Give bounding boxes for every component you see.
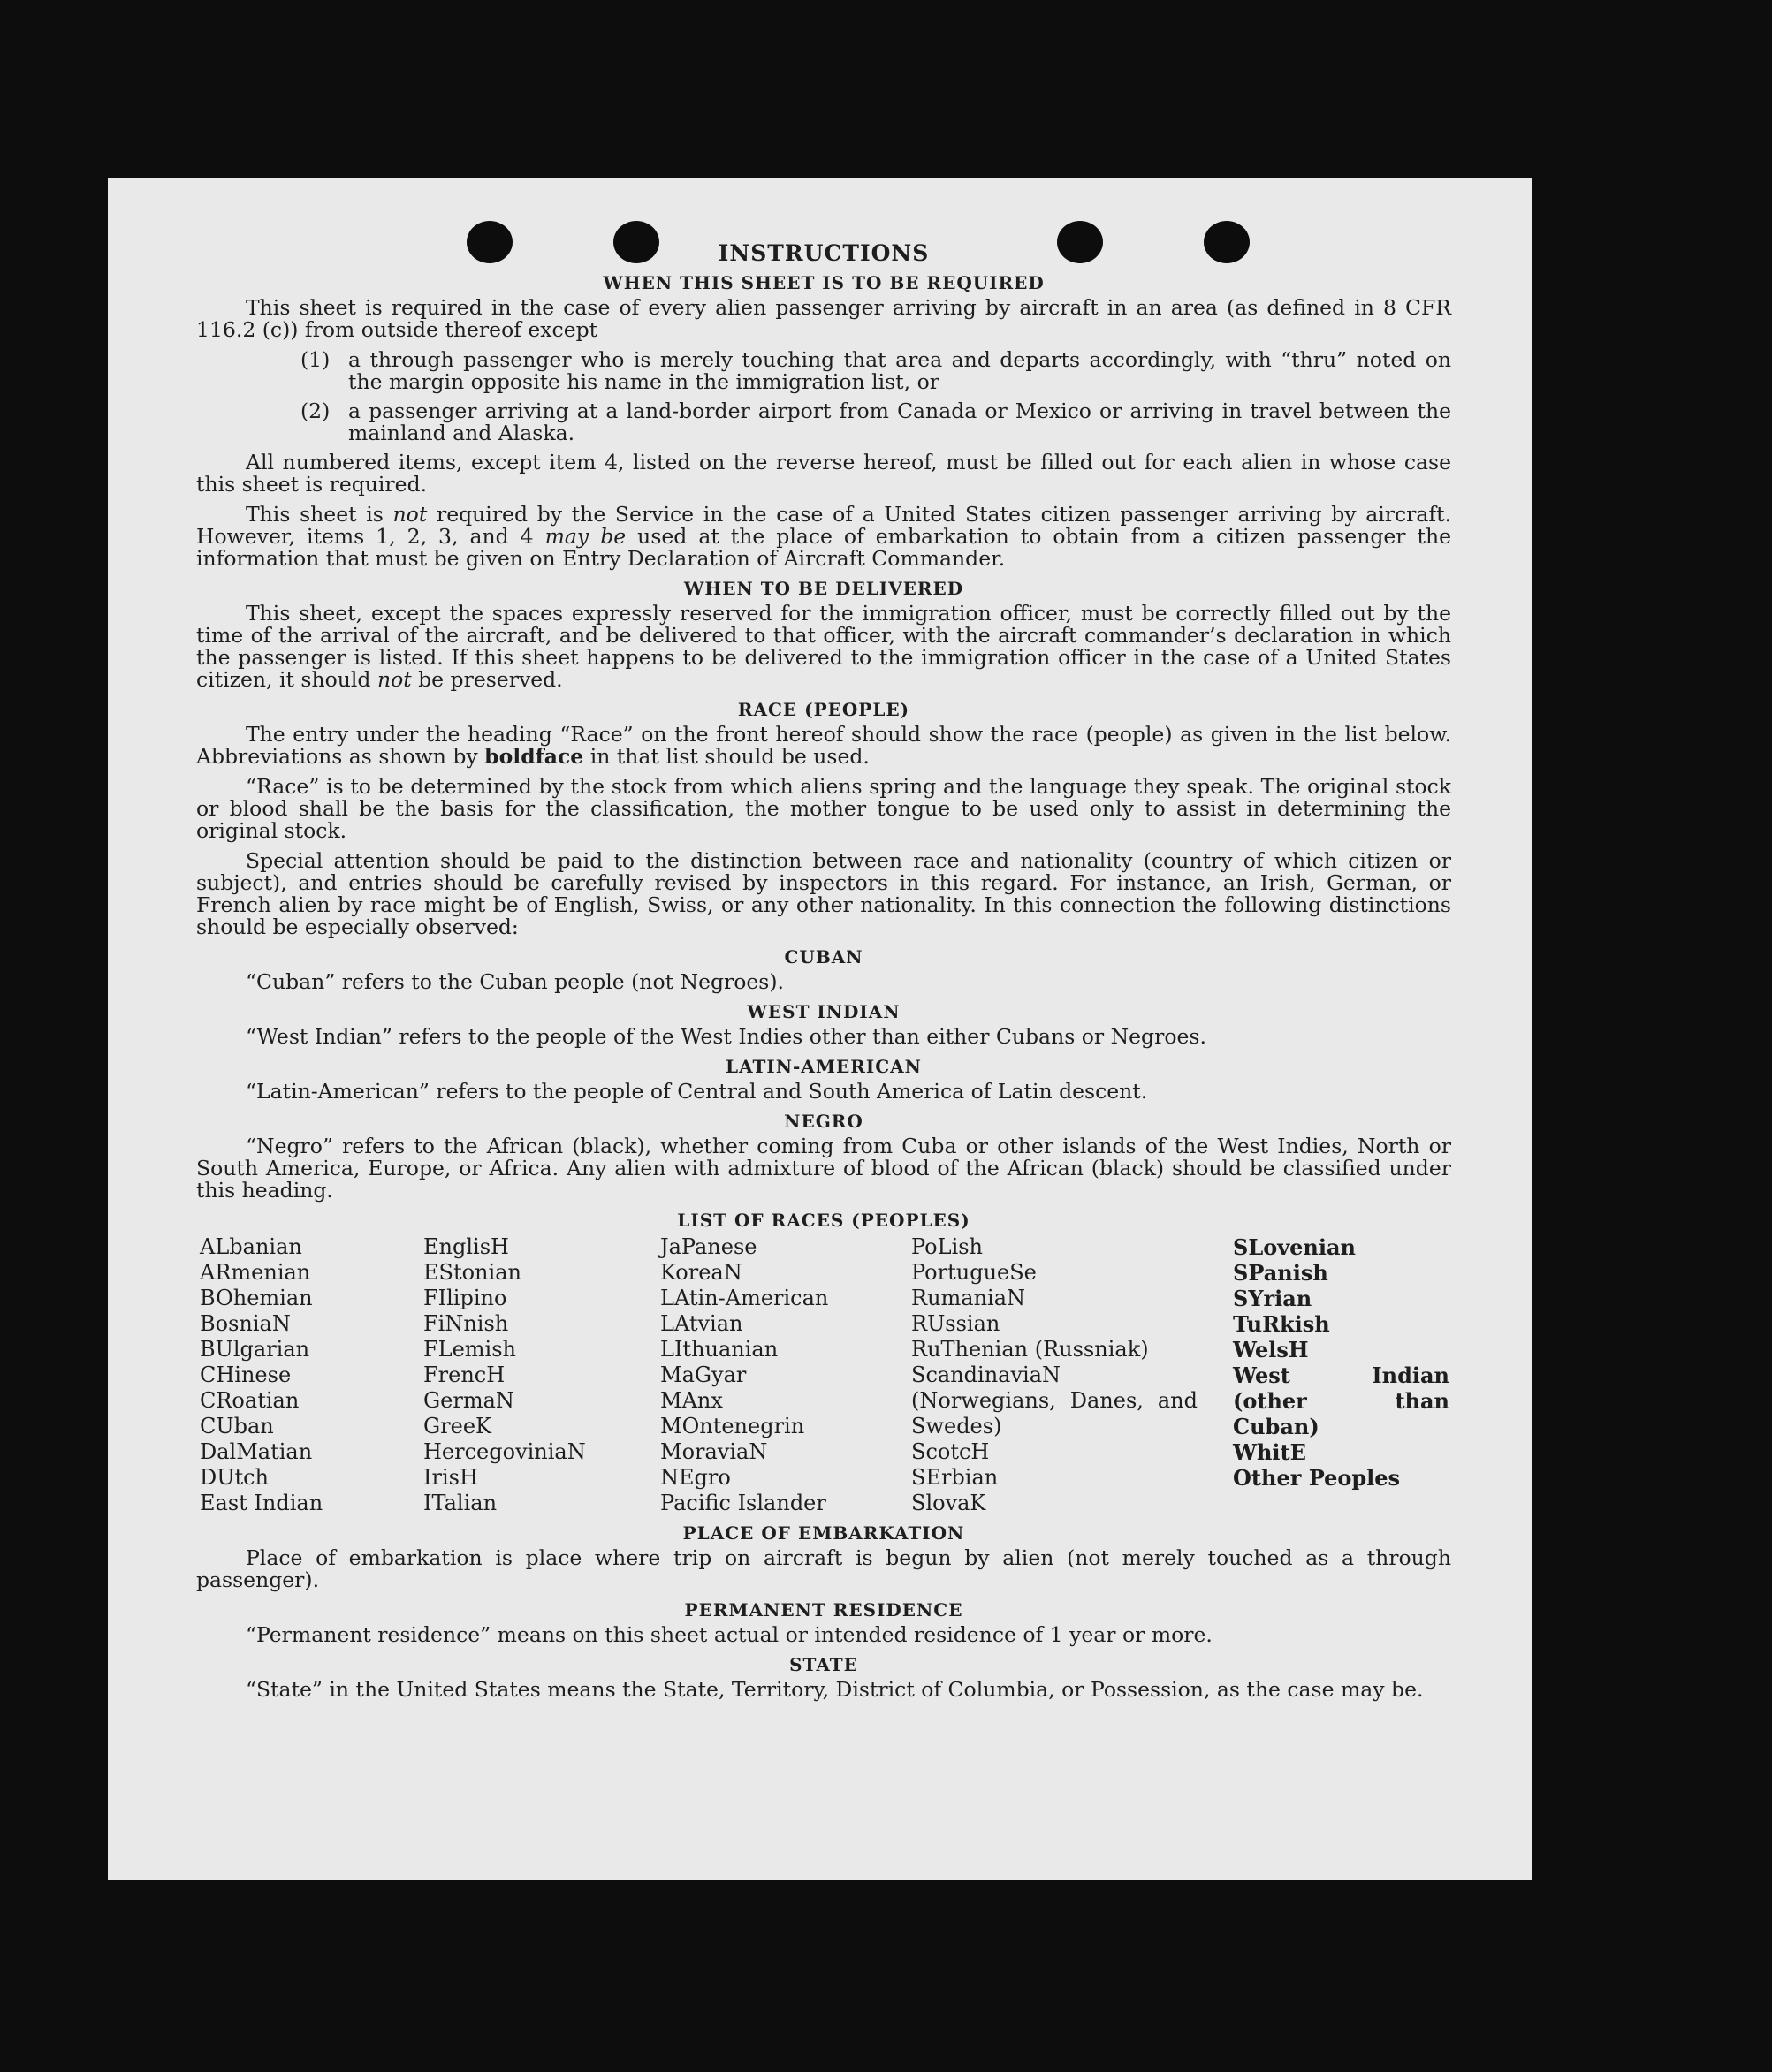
paragraph: “West Indian” refers to the people of the West Indies other than either Cubans or Negroes. [246, 1024, 1206, 1049]
race-item: PortugueSe [911, 1260, 1037, 1285]
race-item: WelsH [1233, 1337, 1309, 1362]
section-heading: LATIN-AMERICAN [726, 1056, 922, 1077]
page-title: INSTRUCTIONS [718, 240, 930, 266]
race-item: FiNnish [423, 1311, 509, 1336]
race-item: CRoatian [200, 1388, 300, 1413]
paragraph: The entry under the heading “Race” on the front hereof should show the race (people) as given in the list below. Abbreviations as shown by boldface in that list should be used. [196, 722, 1451, 769]
race-item: CHinese [200, 1362, 292, 1387]
race-item: EStonian [423, 1260, 521, 1285]
paragraph: “Permanent residence” means on this sheet actual or intended residence of 1 year or more. [246, 1622, 1213, 1647]
race-item: PoLish [911, 1234, 984, 1259]
race-item: West Indian (other than Cuban) [1233, 1362, 1449, 1439]
race-column [1233, 1234, 1449, 1516]
race-item: Pacific Islander [660, 1491, 826, 1515]
race-item: RumaniaN [911, 1286, 1026, 1310]
race-item: JaPanese [660, 1234, 757, 1259]
race-item: FLemish [423, 1337, 516, 1362]
race-item: SYrian [1233, 1286, 1312, 1311]
race-column [423, 1234, 660, 1516]
punch-hole [1204, 221, 1250, 263]
paragraph: All numbered items, except item 4, listed on the reverse hereof, must be filled out for each alien in whose case this sheet is required. [196, 450, 1451, 497]
paragraph: “Race” is to be determined by the stock from which aliens spring and the language they speak. The original stock or blood shall be the basis for the classification, the mother tongue to be used only to assist in determining the original stock. [196, 774, 1451, 843]
race-item: CUban [200, 1414, 274, 1438]
item-text: a through passenger who is merely touching that area and departs accordingly, with “thru” noted on the margin opposite his name in the immigration list, or [348, 347, 1451, 394]
race-item: LAtvian [660, 1311, 743, 1336]
section-heading: NEGRO [784, 1111, 863, 1132]
race-item: FIlipino [423, 1286, 507, 1310]
section-heading: WHEN TO BE DELIVERED [683, 578, 964, 599]
section-heading: PLACE OF EMBARKATION [682, 1522, 965, 1544]
section-heading: WEST INDIAN [747, 1001, 901, 1022]
item-number: (2) [300, 398, 331, 423]
list-item [300, 400, 1451, 444]
race-column [660, 1234, 911, 1516]
item-number: (1) [300, 347, 331, 372]
item-text: a passenger arriving at a land-border airport from Canada or Mexico or arriving in travel between the mainland and Alaska. [348, 398, 1451, 445]
race-item: DUtch [200, 1465, 270, 1490]
race-item: BosniaN [200, 1311, 291, 1336]
race-item: KoreaN [660, 1260, 742, 1285]
race-item: SErbian [911, 1465, 999, 1490]
paragraph: Special attention should be paid to the distinction between race and nationality (country of which citizen or subject), and entries should be carefully revised by inspectors in this regard. For instance, an Irish, German, or French alien by race might be of English, Swiss, or any other nationality. In this connection the following distinctions should be especially observed: [196, 848, 1451, 939]
race-item: ALbanian [200, 1234, 302, 1259]
punch-hole [467, 221, 513, 263]
paragraph: This sheet is required in the case of every alien passenger arriving by aircraft in an area (as defined in 8 CFR 116.2 (c)) from outside thereof except [196, 295, 1451, 342]
race-item: LAtin-American [660, 1286, 829, 1310]
race-item: GermaN [423, 1388, 514, 1413]
race-item: SLovenian [1233, 1234, 1356, 1260]
race-item: ITalian [423, 1491, 498, 1515]
race-column [200, 1234, 423, 1516]
paragraph: “State” in the United States means the State, Territory, District of Columbia, or Possession, as the case may be. [246, 1677, 1424, 1702]
race-item: IrisH [423, 1465, 478, 1490]
document-sheet [108, 178, 1532, 1880]
race-item: TuRkish [1233, 1311, 1330, 1337]
paragraph: “Cuban” refers to the Cuban people (not Negroes). [246, 969, 785, 994]
race-item: MAnx [660, 1388, 723, 1413]
section-heading: WHEN THIS SHEET IS TO BE REQUIRED [603, 272, 1045, 293]
race-item: LIthuanian [660, 1337, 779, 1362]
race-item: East Indian [200, 1491, 323, 1515]
section-heading: LIST OF RACES (PEOPLES) [677, 1210, 970, 1231]
race-item: SlovaK [911, 1491, 986, 1515]
section-heading: RACE (PEOPLE) [737, 699, 910, 720]
race-item: ScotcH [911, 1439, 990, 1464]
race-item: EnglisH [423, 1234, 509, 1259]
list-item [300, 349, 1451, 393]
race-item: RUssian [911, 1311, 1000, 1336]
race-item: HercegoviniaN [423, 1439, 586, 1464]
race-item: MoraviaN [660, 1439, 768, 1464]
paragraph: “Negro” refers to the African (black), whether coming from Cuba or other islands of the West Indies, North or South America, Europe, or Africa. Any alien with admixture of blood of the African (black) should be classified under this heading. [196, 1134, 1451, 1203]
punch-hole [1057, 221, 1103, 263]
punch-hole [613, 221, 659, 263]
race-item: FrencH [423, 1362, 506, 1387]
race-item: GreeK [423, 1414, 491, 1438]
race-item: NEgro [660, 1465, 731, 1490]
race-item: DalMatian [200, 1439, 313, 1464]
paragraph: “Latin-American” refers to the people of Central and South America of Latin descent. [246, 1079, 1148, 1104]
paragraph: Place of embarkation is place where trip on aircraft is begun by alien (not merely touched as a through passenger). [196, 1545, 1451, 1592]
paragraph: This sheet, except the spaces expressly reserved for the immigration officer, must be correctly filled out by the time of the arrival of the aircraft, and be delivered to that officer, with the aircraft commander’s declaration in which the passenger is listed. If this sheet happens to be delivered to the immigration officer in the case of a United States citizen, it should not be preserved. [196, 601, 1451, 692]
section-heading: STATE [789, 1654, 858, 1675]
race-item: ScandinaviaN (Norwegians, Danes, and Swedes) [911, 1362, 1198, 1438]
race-list [200, 1234, 1451, 1516]
race-item: WhitE [1233, 1439, 1306, 1465]
section-heading: PERMANENT RESIDENCE [684, 1599, 963, 1620]
race-item: SPanish [1233, 1260, 1328, 1286]
race-item: ARmenian [200, 1260, 311, 1285]
race-item: BOhemian [200, 1286, 313, 1310]
race-column [911, 1234, 1233, 1516]
race-item: MOntenegrin [660, 1414, 805, 1438]
paragraph: This sheet is not required by the Service in the case of a United States citizen passenger arriving by aircraft. However, items 1, 2, 3, and 4 may be used at the place of embarkation to obtain from a citizen passenger the information that must be given on Entry Declaration of Aircraft Commander. [196, 502, 1452, 571]
section-heading: CUBAN [784, 946, 863, 968]
race-item: Other Peoples [1233, 1465, 1401, 1491]
race-item: RuThenian (Russniak) [911, 1337, 1149, 1362]
race-item: MaGyar [660, 1362, 747, 1387]
race-item: BUlgarian [200, 1337, 310, 1362]
